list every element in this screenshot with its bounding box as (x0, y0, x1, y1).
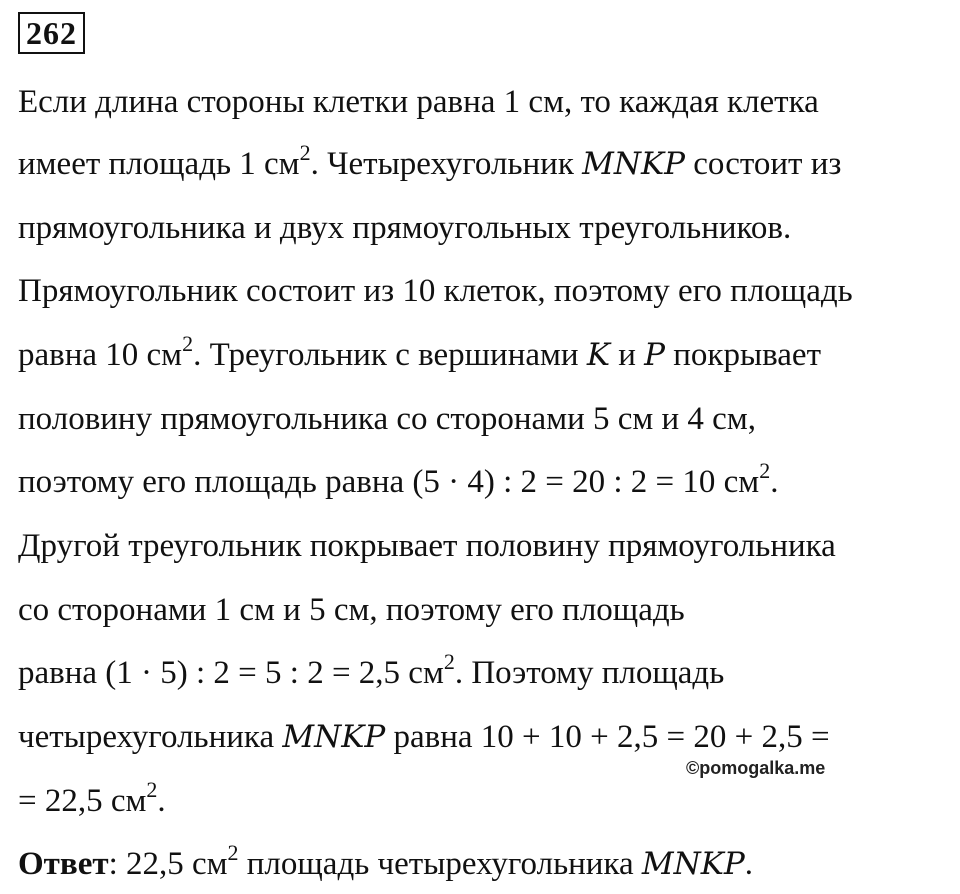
text-line-6 (18, 399, 756, 439)
line-text: прямоугольника и двух прямоугольных треугольников. (18, 210, 792, 246)
line-text: равна 10 см (18, 337, 183, 373)
math-vertex-k: K (586, 337, 610, 373)
text-line-4 (18, 271, 853, 311)
answer-text: площадь четырехугольника (246, 846, 634, 882)
text-line-9 (18, 590, 685, 630)
text-line-2 (18, 140, 842, 184)
answer-value: : 22,5 см (108, 846, 228, 882)
line-text: четырехугольника (18, 719, 275, 755)
problem-number: 262 (18, 12, 85, 54)
line-text: покрывает (673, 337, 821, 373)
answer-end: . (744, 846, 754, 882)
superscript: 2 (759, 458, 771, 483)
watermark: ©pomogalka.me (686, 758, 826, 778)
superscript: 2 (443, 649, 455, 674)
answer-label: Ответ (18, 846, 109, 882)
superscript: 2 (299, 140, 311, 165)
text-line-10 (18, 649, 725, 693)
line-text: . Поэтому площадь (454, 655, 725, 691)
text-line-7 (18, 458, 779, 502)
line-text: половину прямоугольника со сторонами 5 см и 4 см, (18, 401, 756, 437)
line-text: равна (1 · 5) : 2 = 5 : 2 = 2,5 см (18, 655, 444, 691)
superscript: 2 (146, 777, 158, 802)
line-text: . (770, 464, 779, 500)
line-text: . (157, 783, 166, 819)
line-text: и (618, 337, 636, 373)
math-quadrilateral: MNKP (582, 146, 686, 182)
math-quadrilateral: MNKP (641, 846, 745, 882)
line-text: Прямоугольник состоит из 10 клеток, поэтому его площадь (18, 273, 853, 309)
answer-line (18, 840, 754, 884)
math-vertex-p: P (644, 337, 666, 373)
line-text: равна 10 + 10 + 2,5 = 20 + 2,5 = (393, 719, 830, 755)
text-line-5 (18, 331, 821, 375)
text-line-1 (18, 82, 819, 122)
line-text: . Треугольник с вершинами (193, 337, 579, 373)
math-quadrilateral: MNKP (282, 719, 386, 755)
text-line-12 (18, 777, 166, 821)
line-text: состоит из (693, 146, 842, 182)
line-text: Другой треугольник покрывает половину прямоугольника (18, 528, 836, 564)
line-text: = 22,5 см (18, 783, 147, 819)
line-text: . Четырехугольник (310, 146, 574, 182)
superscript: 2 (182, 331, 194, 356)
line-text: Если длина стороны клетки равна 1 см, то каждая клетка (18, 84, 819, 120)
line-text: поэтому его площадь равна (5 · 4) : 2 = 20 : 2 = 10 см (18, 464, 760, 500)
text-line-3 (18, 208, 791, 248)
text-line-11 (18, 717, 830, 757)
text-line-8 (18, 526, 836, 566)
line-text: имеет площадь 1 см (18, 146, 300, 182)
line-text: со сторонами 1 см и 5 см, поэтому его площадь (18, 592, 685, 628)
superscript: 2 (227, 840, 239, 865)
